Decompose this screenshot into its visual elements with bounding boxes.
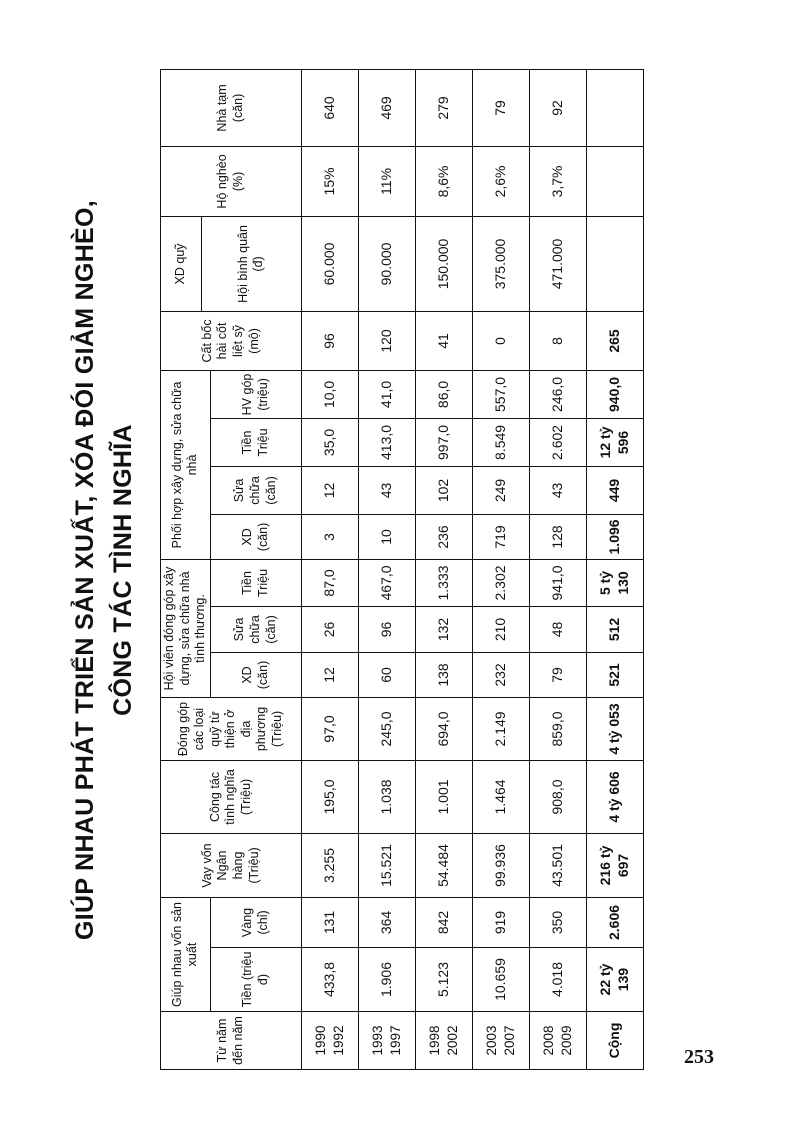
cell-temp	[586, 69, 643, 146]
cell-money: 4.018	[529, 948, 586, 1012]
cell-member-money: 467,0	[358, 559, 415, 606]
cell-coop-money: 413,0	[358, 418, 415, 466]
table-row	[301, 69, 358, 1069]
cell-coop-hv: 41,0	[358, 370, 415, 418]
cell-fund	[586, 216, 643, 311]
cell-charity: 97,0	[301, 697, 358, 760]
cell-bank: 43.501	[529, 833, 586, 897]
cell-fund: 375.000	[472, 216, 529, 311]
cell-coop-repair: 12	[301, 466, 358, 514]
header-member-xd: XD (căn)	[210, 652, 301, 697]
header-gratitude: Công tác tình nghĩa (Triệu)	[161, 760, 302, 833]
cell-fund: 90.000	[358, 216, 415, 311]
cell-money: 5.123	[415, 948, 472, 1012]
cell-bank: 216 tỷ 697	[586, 833, 643, 897]
cell-gratitude: 1.001	[415, 760, 472, 833]
cell-gold: 350	[529, 897, 586, 947]
cell-member-xd: 521	[586, 652, 643, 697]
cell-charity: 859,0	[529, 697, 586, 760]
statistics-table	[160, 69, 644, 1070]
cell-coop-hv: 86,0	[415, 370, 472, 418]
cell-bank: 3.255	[301, 833, 358, 897]
header-charity-fund: Đóng góp các loại quỹ từ thiện ở địa phương (Triệu)	[161, 697, 302, 760]
cell-member-repair: 132	[415, 606, 472, 652]
cell-gratitude: 1.038	[358, 760, 415, 833]
cell-coop-xd: 719	[472, 514, 529, 559]
cell-temp: 469	[358, 69, 415, 146]
table-row	[529, 69, 586, 1069]
table-row	[358, 69, 415, 1069]
cell-member-money: 1.333	[415, 559, 472, 606]
cell-temp: 92	[529, 69, 586, 146]
cell-fund: 150.000	[415, 216, 472, 311]
cell-gold: 842	[415, 897, 472, 947]
cell-member-xd: 12	[301, 652, 358, 697]
cell-martyr: 265	[586, 311, 643, 370]
cell-coop-repair: 102	[415, 466, 472, 514]
cell-period: 1998 2002	[415, 1012, 472, 1070]
cell-period: 2008 2009	[529, 1012, 586, 1070]
cell-bank: 99.936	[472, 833, 529, 897]
cell-coop-hv: 940,0	[586, 370, 643, 418]
cell-gratitude: 1.464	[472, 760, 529, 833]
header-coop-group: Phối hợp xây dựng, sửa chữa nhà	[161, 370, 211, 559]
cell-fund: 471.000	[529, 216, 586, 311]
cell-coop-hv: 557,0	[472, 370, 529, 418]
header-coop-repair: Sửa chữa (căn)	[210, 466, 301, 514]
cell-martyr: 120	[358, 311, 415, 370]
cell-member-repair: 210	[472, 606, 529, 652]
cell-coop-money: 997,0	[415, 418, 472, 466]
cell-temp: 79	[472, 69, 529, 146]
cell-poor: 8,6%	[415, 146, 472, 216]
cell-period: 1990 1992	[301, 1012, 358, 1070]
cell-bank: 54.484	[415, 833, 472, 897]
cell-member-xd: 60	[358, 652, 415, 697]
cell-member-xd: 232	[472, 652, 529, 697]
cell-member-repair: 48	[529, 606, 586, 652]
header-gold: Vàng (chỉ)	[210, 897, 301, 947]
table-row	[472, 69, 529, 1069]
cell-martyr: 96	[301, 311, 358, 370]
cell-poor: 15%	[301, 146, 358, 216]
cell-fund: 60.000	[301, 216, 358, 311]
cell-charity: 245,0	[358, 697, 415, 760]
cell-gratitude: 195,0	[301, 760, 358, 833]
header-fund-avg: Hội bình quân (đ)	[202, 216, 302, 311]
cell-member-money: 87,0	[301, 559, 358, 606]
cell-gold: 2.606	[586, 897, 643, 947]
cell-poor: 3,7%	[529, 146, 586, 216]
cell-martyr: 8	[529, 311, 586, 370]
page-number: 253	[684, 1046, 714, 1068]
cell-member-money: 5 tỷ 130	[586, 559, 643, 606]
cell-coop-repair: 43	[529, 466, 586, 514]
header-member-repair: Sửa chữa (căn)	[210, 606, 301, 652]
cell-bank: 15.521	[358, 833, 415, 897]
header-member-money: Tiền Triệu	[210, 559, 301, 606]
cell-coop-xd: 1.096	[586, 514, 643, 559]
cell-member-repair: 512	[586, 606, 643, 652]
cell-gold: 919	[472, 897, 529, 947]
cell-coop-money: 2.602	[529, 418, 586, 466]
header-coop-hv: HV góp (triệu)	[210, 370, 301, 418]
cell-coop-money: 35,0	[301, 418, 358, 466]
cell-coop-xd: 10	[358, 514, 415, 559]
cell-coop-hv: 246,0	[529, 370, 586, 418]
cell-coop-xd: 3	[301, 514, 358, 559]
cell-member-xd: 79	[529, 652, 586, 697]
cell-coop-hv: 10,0	[301, 370, 358, 418]
cell-coop-xd: 128	[529, 514, 586, 559]
cell-coop-repair: 249	[472, 466, 529, 514]
header-period: Từ năm đến năm	[161, 1012, 302, 1070]
cell-coop-money: 12 tỷ 596	[586, 418, 643, 466]
cell-period: 1993 1997	[358, 1012, 415, 1070]
cell-poor	[586, 146, 643, 216]
cell-period: 2003 2007	[472, 1012, 529, 1070]
table-row-total	[586, 69, 643, 1069]
cell-martyr: 41	[415, 311, 472, 370]
cell-period: Cộng	[586, 1012, 643, 1070]
cell-member-repair: 96	[358, 606, 415, 652]
cell-gratitude: 908,0	[529, 760, 586, 833]
cell-coop-repair: 43	[358, 466, 415, 514]
cell-poor: 2,6%	[472, 146, 529, 216]
page-title-line-2: CÔNG TÁC TÌNH NGHĨA	[109, 424, 137, 716]
cell-charity: 2.149	[472, 697, 529, 760]
table-row	[415, 69, 472, 1069]
cell-poor: 11%	[358, 146, 415, 216]
cell-money: 1.906	[358, 948, 415, 1012]
cell-money: 10.659	[472, 948, 529, 1012]
cell-money: 433,8	[301, 948, 358, 1012]
header-coop-xd: XD (căn)	[210, 514, 301, 559]
header-coop-money: Tiền Triệu	[210, 418, 301, 466]
header-bank-loan: Vay vốn Ngân hàng (Triệu)	[161, 833, 302, 897]
cell-coop-xd: 236	[415, 514, 472, 559]
header-member-group: Hội viên đóng góp xây dựng, sửa chữa nhà tình thương.	[161, 559, 211, 697]
cell-member-repair: 26	[301, 606, 358, 652]
cell-coop-money: 8.549	[472, 418, 529, 466]
cell-temp: 640	[301, 69, 358, 146]
header-martyr: Cất bốc hài cốt liệt sỹ (mộ)	[161, 311, 302, 370]
cell-gratitude: 4 tỷ 606	[586, 760, 643, 833]
cell-coop-repair: 449	[586, 466, 643, 514]
header-money: Tiền (triệu đ)	[210, 948, 301, 1012]
page-title-line-1: GIÚP NHAU PHÁT TRIỂN SẢN XUẤT, XÓA ĐÓI GIẢM NGHÈO,	[71, 199, 99, 941]
cell-temp: 279	[415, 69, 472, 146]
cell-gold: 364	[358, 897, 415, 947]
cell-martyr: 0	[472, 311, 529, 370]
cell-money: 22 tỷ 139	[586, 948, 643, 1012]
header-fund-group: XD quỹ	[161, 216, 202, 311]
cell-charity: 4 tỷ 053	[586, 697, 643, 760]
header-poor: Hộ nghèo (%)	[161, 146, 302, 216]
cell-member-xd: 138	[415, 652, 472, 697]
header-temp-house: Nhà tạm (căn)	[161, 69, 302, 146]
header-production-group: Giúp nhau vốn sản xuất	[161, 897, 211, 1011]
cell-gold: 131	[301, 897, 358, 947]
cell-member-money: 941,0	[529, 559, 586, 606]
cell-member-money: 2.302	[472, 559, 529, 606]
cell-charity: 694,0	[415, 697, 472, 760]
rotated-page	[65, 70, 785, 1070]
